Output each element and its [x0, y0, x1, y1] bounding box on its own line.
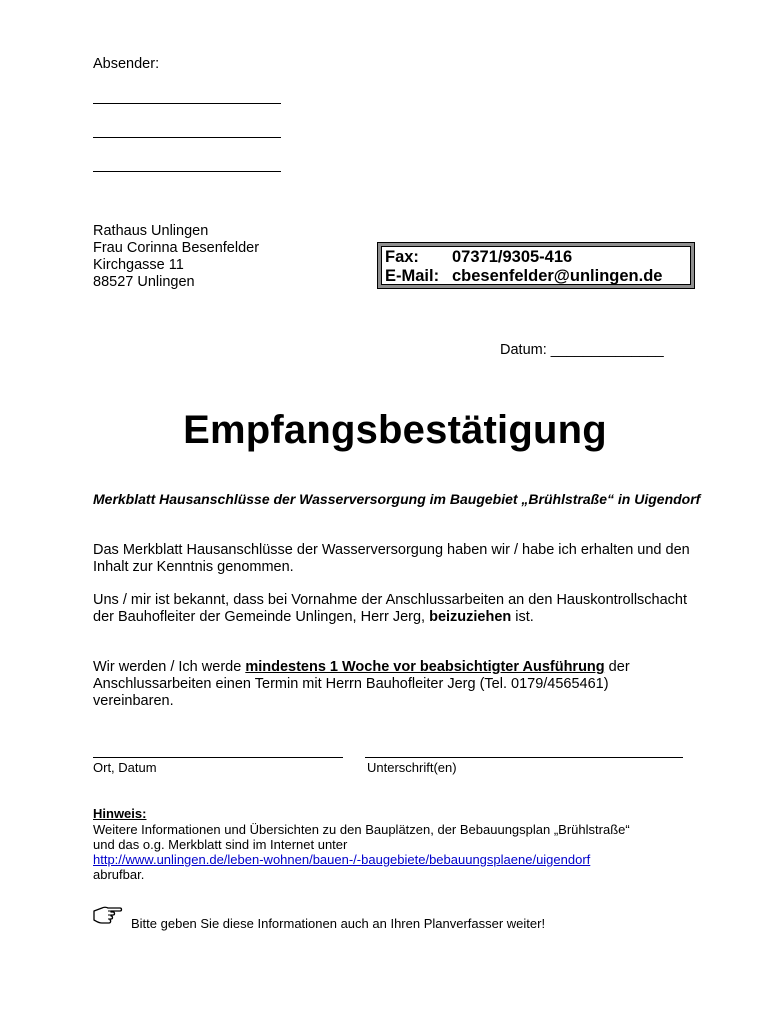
note-line-3: abrufbar.: [93, 867, 145, 882]
paragraph-bold-text: beizuziehen: [429, 609, 512, 625]
place-date-line[interactable]: [93, 757, 343, 758]
place-date-label: Ort, Datum: [93, 760, 157, 775]
subject-line: Merkblatt Hausanschlüsse der Wasserversorgung im Baugebiet „Brühlstraße“ in Uigendorf: [93, 491, 701, 507]
paragraph-text: Uns / mir ist bekannt, dass bei Vornahme der Anschlussarbeiten an den Hauskontrollschacht der Bauhofleiter der Gemeinde Unlingen, Herr Jerg,: [93, 592, 688, 625]
sender-line-3[interactable]: [93, 171, 281, 172]
sender-line-2[interactable]: [93, 137, 281, 138]
paragraph-text: ist.: [511, 609, 534, 625]
sender-line-1[interactable]: [93, 103, 281, 104]
paragraph-appointment: [93, 659, 693, 710]
note-heading: Hinweis:: [93, 806, 147, 821]
signature-line[interactable]: [365, 757, 683, 758]
recipient-line: 88527 Unlingen: [93, 274, 195, 290]
recipient-line: Rathaus Unlingen: [93, 223, 209, 239]
fax-value: 07371/9305-416: [452, 248, 573, 266]
email-value: cbesenfelder@unlingen.de: [452, 267, 663, 285]
fax-row: [385, 248, 690, 267]
date-field[interactable]: Datum: ______________: [500, 342, 664, 358]
note-link[interactable]: http://www.unlingen.de/leben-wohnen/bauen-/-baugebiete/bebauungsplaene/uigendorf: [93, 852, 591, 867]
paragraph-receipt: Das Merkblatt Hausanschlüsse der Wasserversorgung haben wir / habe ich erhalten und den Inhalt zur Kenntnis genommen.: [93, 542, 690, 575]
paragraph-underlined-text: mindestens 1 Woche vor beabsichtigter Ausführung: [245, 659, 605, 675]
pointing-hand-icon: [93, 903, 123, 925]
sender-label: Absender:: [93, 56, 160, 72]
note-line-1: Weitere Informationen und Übersichten zu den Bauplätzen, der Bebauungsplan „Brühlstraße“: [93, 822, 630, 837]
email-label: E-Mail:: [385, 267, 440, 285]
page-title: Empfangsbestätigung: [183, 408, 607, 452]
recipient-line: Frau Corinna Besenfelder: [93, 240, 260, 256]
contact-box: [377, 242, 695, 289]
note-line-2: und das o.g. Merkblatt sind im Internet unter: [93, 837, 348, 852]
recipient-line: Kirchgasse 11: [93, 257, 184, 273]
paragraph-connection: [93, 592, 693, 626]
paragraph-text: Wir werden / Ich werde: [93, 659, 246, 675]
contact-box-inner: [381, 246, 691, 285]
paragraph-text: der Anschlussarbeiten einen Termin mit Herrn Bauhofleiter Jerg (Tel. 0179/4565461) vereinbaren.: [93, 659, 630, 709]
fax-label: Fax:: [385, 248, 419, 266]
footer-note: Bitte geben Sie diese Informationen auch an Ihren Planverfasser weiter!: [131, 916, 546, 931]
signature-label: Unterschrift(en): [367, 760, 457, 775]
recipient-address: [93, 223, 259, 291]
email-row: [385, 267, 690, 286]
